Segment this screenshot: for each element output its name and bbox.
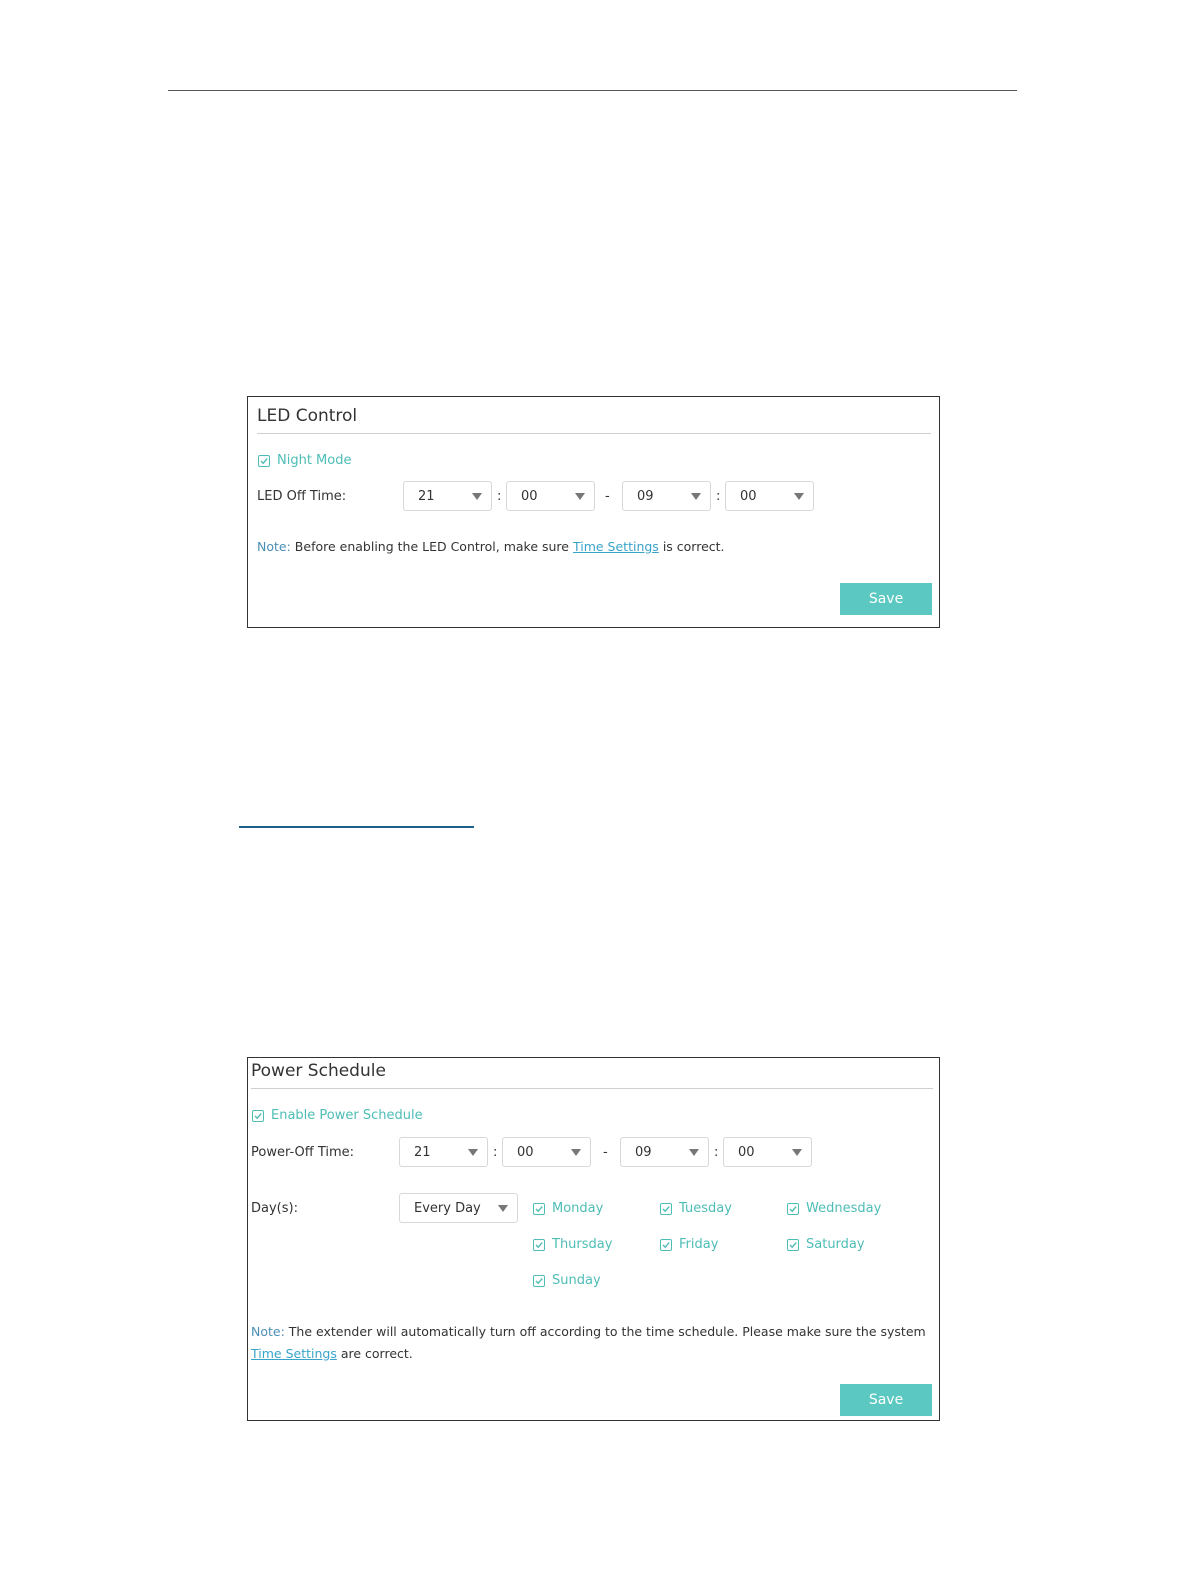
days-mode-value: Every Day xyxy=(414,1200,481,1216)
led-control-title: LED Control xyxy=(257,406,358,426)
checkbox-checked-icon xyxy=(533,1239,545,1251)
night-mode-checkbox[interactable] xyxy=(258,453,351,468)
checkbox-checked-icon xyxy=(787,1203,799,1215)
caret-down-icon xyxy=(571,1149,581,1156)
caret-down-icon xyxy=(575,493,585,500)
section-underline xyxy=(239,826,474,828)
power-end-minute-value: 00 xyxy=(738,1144,755,1160)
led-end-minute-value: 00 xyxy=(740,488,757,504)
checkbox-checked-icon xyxy=(533,1275,545,1287)
caret-down-icon xyxy=(468,1149,478,1156)
led-note-text: Before enabling the LED Control, make sure xyxy=(294,539,569,554)
day-label: Thursday xyxy=(552,1237,613,1252)
enable-power-schedule-label: Enable Power Schedule xyxy=(271,1108,423,1123)
checkbox-checked-icon xyxy=(660,1239,672,1251)
checkbox-checked-icon xyxy=(252,1110,264,1122)
led-end-minute-select[interactable] xyxy=(725,481,814,511)
range-separator: - xyxy=(603,1145,608,1160)
time-separator: : xyxy=(714,1145,719,1160)
led-end-hour-select[interactable] xyxy=(622,481,711,511)
power-start-minute-value: 00 xyxy=(517,1144,534,1160)
caret-down-icon xyxy=(498,1205,508,1212)
led-end-hour-value: 09 xyxy=(637,488,654,504)
led-start-minute-value: 00 xyxy=(521,488,538,504)
time-separator: : xyxy=(493,1145,498,1160)
time-settings-link[interactable]: Time Settings xyxy=(251,1346,337,1361)
caret-down-icon xyxy=(689,1149,699,1156)
checkbox-checked-icon xyxy=(660,1203,672,1215)
led-off-time-label: LED Off Time: xyxy=(257,489,347,504)
days-mode-select[interactable] xyxy=(399,1193,518,1223)
caret-down-icon xyxy=(794,493,804,500)
power-start-hour-select[interactable] xyxy=(399,1137,488,1167)
power-schedule-panel xyxy=(247,1057,940,1421)
led-note xyxy=(257,536,927,558)
led-save-button[interactable]: Save xyxy=(840,583,932,615)
power-schedule-title: Power Schedule xyxy=(251,1061,386,1081)
time-separator: : xyxy=(497,489,502,504)
power-end-hour-value: 09 xyxy=(635,1144,652,1160)
led-title-divider xyxy=(257,433,931,434)
days-label: Day(s): xyxy=(251,1201,298,1216)
power-start-hour-value: 21 xyxy=(414,1144,431,1160)
header-rule xyxy=(168,90,1017,91)
day-checkbox-tuesday[interactable] xyxy=(660,1201,732,1216)
day-label: Sunday xyxy=(552,1273,601,1288)
led-control-panel xyxy=(247,396,940,628)
led-start-hour-select[interactable] xyxy=(403,481,492,511)
power-end-minute-select[interactable] xyxy=(723,1137,812,1167)
range-separator: - xyxy=(605,489,610,504)
power-off-time-label: Power-Off Time: xyxy=(251,1145,355,1160)
day-checkbox-wednesday[interactable] xyxy=(787,1201,881,1216)
note-label: Note: xyxy=(251,1324,285,1339)
checkbox-checked-icon xyxy=(258,455,270,467)
day-checkbox-monday[interactable] xyxy=(533,1201,603,1216)
day-label: Friday xyxy=(679,1237,719,1252)
power-note xyxy=(251,1321,935,1365)
caret-down-icon xyxy=(691,493,701,500)
enable-power-schedule-checkbox[interactable] xyxy=(252,1108,423,1123)
caret-down-icon xyxy=(792,1149,802,1156)
note-label: Note: xyxy=(257,539,291,554)
power-end-hour-select[interactable] xyxy=(620,1137,709,1167)
day-label: Wednesday xyxy=(806,1201,882,1216)
day-checkbox-friday[interactable] xyxy=(660,1237,718,1252)
led-start-minute-select[interactable] xyxy=(506,481,595,511)
power-save-button[interactable]: Save xyxy=(840,1384,932,1416)
power-note-suffix: are correct. xyxy=(340,1346,413,1361)
power-title-divider xyxy=(251,1088,933,1089)
day-label: Saturday xyxy=(806,1237,865,1252)
time-separator: : xyxy=(716,489,721,504)
day-label: Monday xyxy=(552,1201,604,1216)
led-note-suffix: is correct. xyxy=(662,539,725,554)
day-checkbox-saturday[interactable] xyxy=(787,1237,865,1252)
time-settings-link[interactable]: Time Settings xyxy=(572,539,659,554)
led-start-hour-value: 21 xyxy=(418,488,435,504)
checkbox-checked-icon xyxy=(787,1239,799,1251)
day-label: Tuesday xyxy=(679,1201,732,1216)
night-mode-label: Night Mode xyxy=(277,453,352,468)
power-start-minute-select[interactable] xyxy=(502,1137,591,1167)
caret-down-icon xyxy=(472,493,482,500)
power-note-text: The extender will automatically turn off according to the time schedule. Please make sure the system xyxy=(288,1324,926,1339)
checkbox-checked-icon xyxy=(533,1203,545,1215)
day-checkbox-thursday[interactable] xyxy=(533,1237,612,1252)
day-checkbox-sunday[interactable] xyxy=(533,1273,601,1288)
